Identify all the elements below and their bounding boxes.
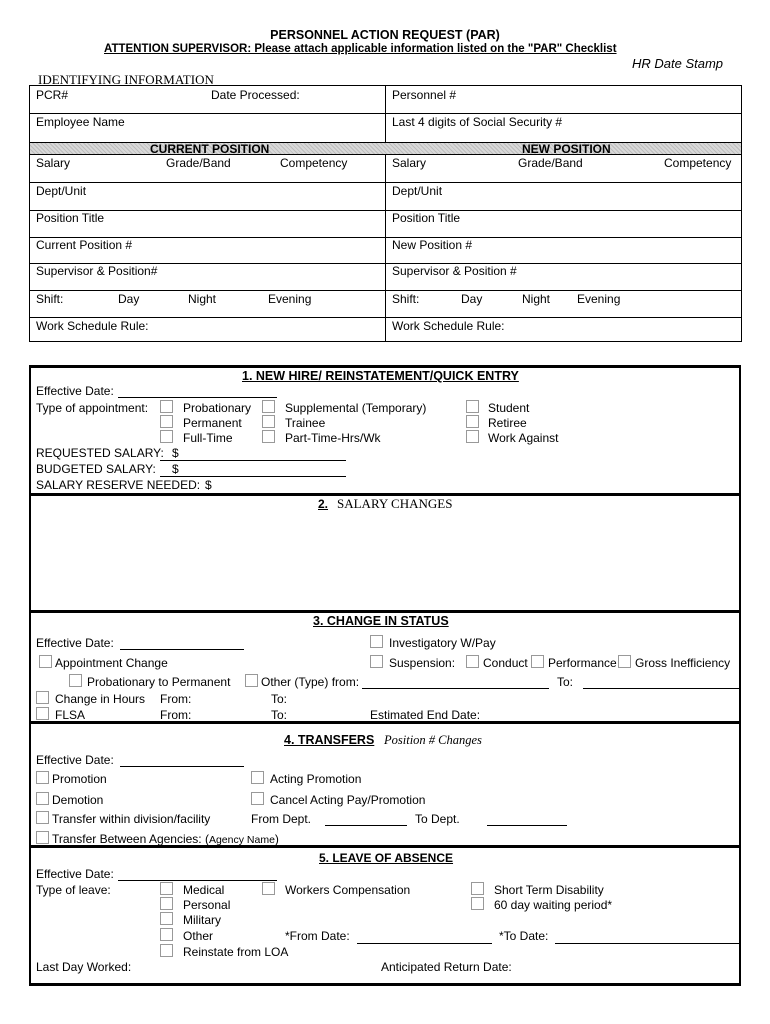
reinstate-label: Reinstate from LOA: [183, 945, 289, 959]
transfer-within-label: Transfer within division/facility: [52, 812, 211, 826]
current-grade-field[interactable]: Grade/Band: [166, 156, 231, 170]
waiting-period-checkbox[interactable]: [471, 897, 484, 910]
current-position-title-field[interactable]: Position Title: [36, 211, 105, 225]
other-leave-label: Other: [183, 929, 214, 943]
military-checkbox[interactable]: [160, 912, 173, 925]
from-dept-input[interactable]: [325, 825, 407, 826]
section-4-subtitle: Position # Changes: [384, 733, 482, 747]
current-shift-night[interactable]: Night: [188, 292, 217, 306]
parttime-label: Part-Time-Hrs/Wk: [285, 431, 381, 445]
ssn-field[interactable]: Last 4 digits of Social Security #: [392, 115, 563, 129]
student-checkbox[interactable]: [466, 400, 479, 413]
transfer-between-checkbox[interactable]: [36, 831, 49, 844]
hr-date-stamp: HR Date Stamp: [632, 56, 724, 71]
section-2-title: SALARY CHANGES: [337, 496, 453, 511]
new-shift-night[interactable]: Night: [522, 292, 551, 306]
work-against-label: Work Against: [488, 431, 559, 445]
other-type-checkbox[interactable]: [245, 674, 258, 687]
cancel-acting-checkbox[interactable]: [251, 792, 264, 805]
current-supervisor-field[interactable]: Supervisor & Position#: [36, 264, 158, 278]
s1-effective-date-input[interactable]: [118, 397, 277, 398]
to-date-label: *To Date:: [499, 929, 549, 943]
flsa-label: FLSA: [55, 708, 86, 722]
new-work-schedule-field[interactable]: Work Schedule Rule:: [392, 319, 505, 333]
new-shift-evening[interactable]: Evening: [577, 292, 621, 306]
identifying-table: [29, 85, 742, 342]
retiree-label: Retiree: [488, 416, 527, 430]
investigatory-label: Investigatory W/Pay: [389, 636, 496, 650]
new-competency-field[interactable]: Competency: [664, 156, 732, 170]
employee-name-field[interactable]: Employee Name: [36, 115, 125, 129]
performance-label: Performance: [548, 656, 617, 670]
cancel-acting-label: Cancel Acting Pay/Promotion: [270, 793, 426, 807]
transfer-within-checkbox[interactable]: [36, 811, 49, 824]
current-salary-field[interactable]: Salary: [36, 156, 71, 170]
identifying-info-heading: IDENTIFYING INFORMATION: [38, 72, 214, 87]
promotion-label: Promotion: [52, 772, 107, 786]
s5-type-label: Type of leave:: [36, 883, 111, 897]
gross-inefficiency-checkbox[interactable]: [618, 655, 631, 668]
other-type-to-input[interactable]: [583, 688, 739, 689]
transfer-between-text: Transfer Between Agencies: (: [52, 832, 209, 846]
other-leave-checkbox[interactable]: [160, 928, 173, 941]
transfer-between-close: ): [274, 832, 279, 846]
to-date-input[interactable]: [555, 943, 739, 944]
work-against-checkbox[interactable]: [466, 430, 479, 443]
s5-effective-date-input[interactable]: [118, 880, 277, 881]
budgeted-salary-label: BUDGETED SALARY:: [36, 462, 156, 476]
new-dept-field[interactable]: Dept/Unit: [392, 184, 443, 198]
page-subtitle: ATTENTION SUPERVISOR: Please attach applicable information listed on the "PAR" Checklist: [104, 43, 617, 55]
pcr-field[interactable]: PCR#: [36, 88, 69, 102]
change-hours-from: From:: [160, 692, 192, 706]
current-work-schedule-field[interactable]: Work Schedule Rule:: [36, 319, 149, 333]
section-2-number: 2.: [318, 497, 329, 511]
table-divider: [385, 86, 386, 341]
requested-salary-label: REQUESTED SALARY:: [36, 446, 164, 460]
section-1-title: 1. NEW HIRE/ REINSTATEMENT/QUICK ENTRY: [242, 369, 519, 383]
s1-type-label: Type of appointment:: [36, 401, 149, 415]
investigatory-checkbox[interactable]: [370, 635, 383, 648]
workers-comp-checkbox[interactable]: [262, 882, 275, 895]
new-position-number-field[interactable]: New Position #: [392, 238, 473, 252]
agency-name-label: Agency Name: [208, 834, 275, 846]
acting-promotion-label: Acting Promotion: [270, 772, 362, 786]
retiree-checkbox[interactable]: [466, 415, 479, 428]
flsa-checkbox[interactable]: [36, 707, 49, 720]
salary-reserve-label: SALARY RESERVE NEEDED:: [36, 478, 201, 492]
trainee-label: Trainee: [285, 416, 326, 430]
flsa-to: To:: [271, 708, 288, 722]
suspension-label: Suspension:: [389, 656, 456, 670]
medical-checkbox[interactable]: [160, 882, 173, 895]
demotion-checkbox[interactable]: [36, 792, 49, 805]
new-salary-field[interactable]: Salary: [392, 156, 427, 170]
s3-effective-date-label: Effective Date:: [36, 636, 114, 650]
last-day-worked-label: Last Day Worked:: [36, 960, 132, 974]
waiting-period-label: 60 day waiting period*: [494, 898, 613, 912]
fulltime-label: Full-Time: [183, 431, 233, 445]
probationary-checkbox[interactable]: [160, 400, 173, 413]
current-shift-label: Shift:: [36, 292, 64, 306]
workers-comp-label: Workers Compensation: [285, 883, 411, 897]
s4-effective-date-label: Effective Date:: [36, 753, 114, 767]
promotion-checkbox[interactable]: [36, 771, 49, 784]
supplemental-checkbox[interactable]: [262, 400, 275, 413]
requested-dollar: $: [172, 446, 179, 460]
to-dept-label: To Dept.: [415, 812, 460, 826]
trainee-checkbox[interactable]: [262, 415, 275, 428]
medical-label: Medical: [183, 883, 225, 897]
from-date-input[interactable]: [357, 943, 492, 944]
section-3-title: 3. CHANGE IN STATUS: [313, 614, 449, 628]
probationary-label: Probationary: [183, 401, 252, 415]
requested-salary-input[interactable]: [160, 460, 346, 461]
budgeted-salary-input[interactable]: [160, 476, 346, 477]
permanent-label: Permanent: [183, 416, 242, 430]
new-position-header: NEW POSITION: [522, 142, 611, 156]
to-dept-input[interactable]: [487, 825, 567, 826]
from-dept-label: From Dept.: [251, 812, 312, 826]
new-shift-label: Shift:: [392, 292, 420, 306]
other-type-to-label: To:: [557, 675, 574, 689]
reserve-dollar: $: [205, 478, 212, 492]
reinstate-checkbox[interactable]: [160, 944, 173, 957]
transfer-between-label: [52, 832, 279, 846]
estimated-end-date-label: Estimated End Date:: [370, 708, 481, 722]
new-supervisor-field[interactable]: Supervisor & Position #: [392, 264, 517, 278]
new-position-title-field[interactable]: Position Title: [392, 211, 461, 225]
gross-inefficiency-label: Gross Inefficiency: [635, 656, 731, 670]
suspension-checkbox[interactable]: [370, 655, 383, 668]
conduct-checkbox[interactable]: [466, 655, 479, 668]
demotion-label: Demotion: [52, 793, 104, 807]
fulltime-checkbox[interactable]: [160, 430, 173, 443]
appointment-change-label: Appointment Change: [55, 656, 168, 670]
supplemental-label: Supplemental (Temporary): [285, 401, 427, 415]
other-type-label: Other (Type) from:: [261, 675, 360, 689]
current-shift-evening[interactable]: Evening: [268, 292, 312, 306]
performance-checkbox[interactable]: [531, 655, 544, 668]
change-hours-checkbox[interactable]: [36, 691, 49, 704]
budgeted-dollar: $: [172, 462, 179, 476]
short-term-checkbox[interactable]: [471, 882, 484, 895]
short-term-label: Short Term Disability: [494, 883, 604, 897]
current-position-number-field[interactable]: Current Position #: [36, 238, 133, 252]
flsa-from: From:: [160, 708, 192, 722]
conduct-label: Conduct: [483, 656, 528, 670]
parttime-checkbox[interactable]: [262, 430, 275, 443]
change-hours-to: To:: [271, 692, 288, 706]
permanent-checkbox[interactable]: [160, 415, 173, 428]
position-header-shade: [30, 143, 741, 154]
other-type-from-input[interactable]: [362, 688, 549, 689]
acting-promotion-checkbox[interactable]: [251, 771, 264, 784]
change-hours-label: Change in Hours: [55, 692, 146, 706]
appointment-change-checkbox[interactable]: [39, 655, 52, 668]
s1-effective-date-label: Effective Date:: [36, 384, 114, 398]
date-processed-field[interactable]: Date Processed:: [211, 88, 300, 102]
prob-to-perm-label: Probationary to Permanent: [87, 675, 231, 689]
s3-effective-date-input[interactable]: [120, 649, 244, 650]
current-competency-field[interactable]: Competency: [280, 156, 348, 170]
page-title: PERSONNEL ACTION REQUEST (PAR): [270, 28, 500, 42]
personal-label: Personal: [183, 898, 231, 912]
prob-to-perm-checkbox[interactable]: [69, 674, 82, 687]
anticipated-return-label: Anticipated Return Date:: [381, 960, 512, 974]
student-label: Student: [488, 401, 530, 415]
s4-effective-date-input[interactable]: [120, 766, 244, 767]
from-date-label: *From Date:: [285, 929, 350, 943]
personnel-number-field[interactable]: Personnel #: [392, 88, 457, 102]
current-shift-day[interactable]: Day: [118, 292, 140, 306]
new-shift-day[interactable]: Day: [461, 292, 483, 306]
new-grade-field[interactable]: Grade/Band: [518, 156, 583, 170]
current-position-header: CURRENT POSITION: [150, 142, 270, 156]
s5-effective-date-label: Effective Date:: [36, 867, 114, 881]
section-5-title: 5. LEAVE OF ABSENCE: [319, 851, 454, 865]
personal-checkbox[interactable]: [160, 897, 173, 910]
section-4-title: 4. TRANSFERS: [284, 733, 375, 747]
current-dept-field[interactable]: Dept/Unit: [36, 184, 87, 198]
military-label: Military: [183, 913, 221, 927]
